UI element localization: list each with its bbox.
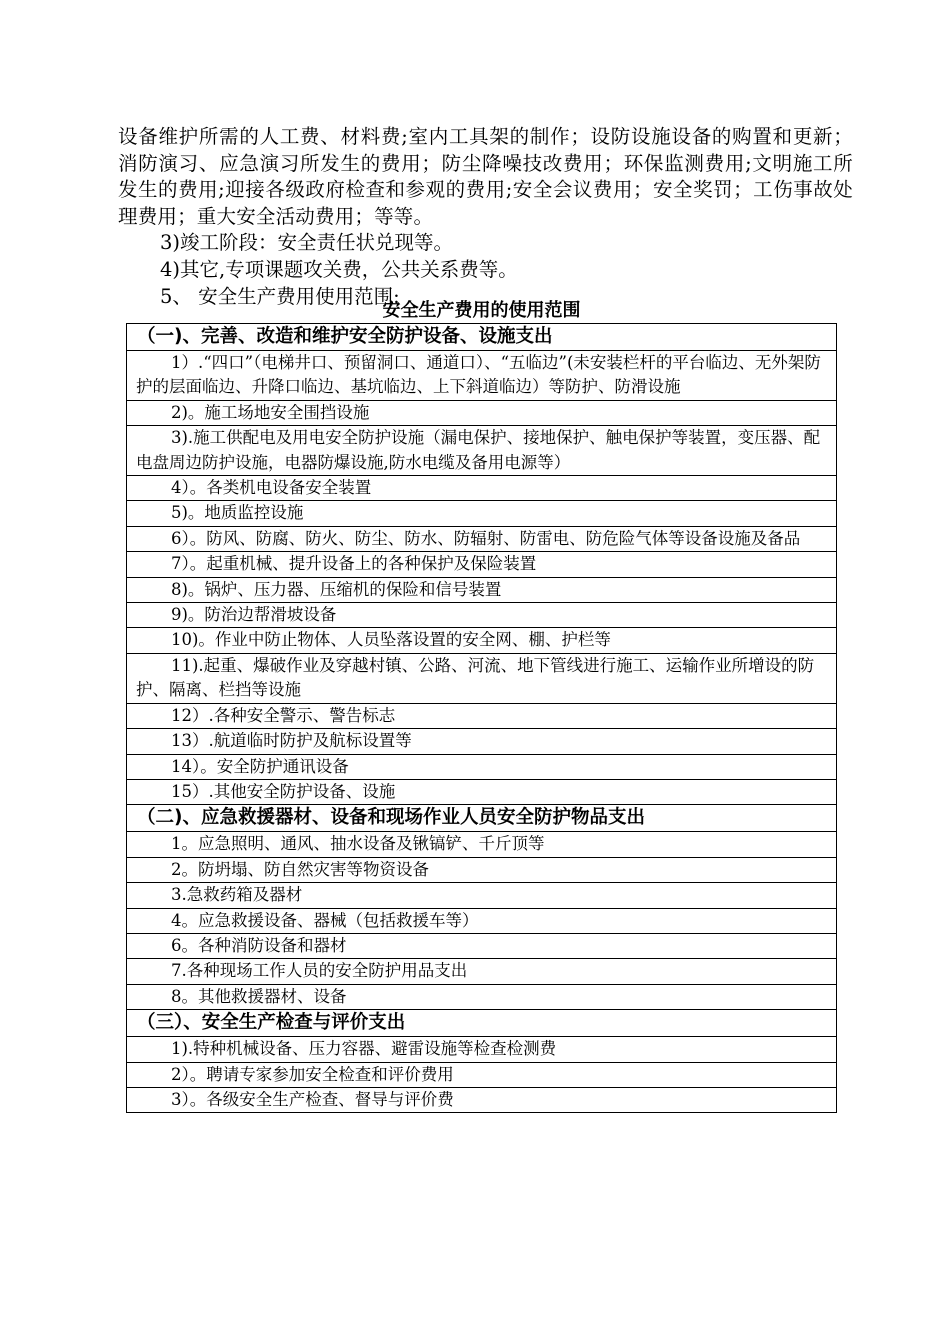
intro-text: [118, 124, 853, 310]
intro-line-4: 4)其它,专项课题攻关费，公共关系费等。: [160, 257, 518, 281]
table-row: [127, 577, 837, 602]
section-2-heading: （二)、应急救援器材、设备和现场作业人员安全防护物品支出: [127, 805, 837, 832]
section-1-item-1: 1）.“四口”（电梯井口、预留洞口、通道口）、“五临边”(未安装栏杆的平台临边、无外架防护的层面临边、升降口临边、基坑临边、上下斜道临边）等防护、防滑设施: [136, 353, 821, 397]
section-1-heading: （一)、完善、改造和维护安全防护设备、设施支出: [127, 324, 837, 351]
table-row: [127, 476, 837, 501]
intro-line-3: 3)竣工阶段：安全责任状兑现等。: [160, 231, 454, 255]
section-heading-row: [127, 324, 837, 351]
usage-scope-table: [126, 323, 837, 1113]
section-1-item-5: 5)。地质监控设施: [171, 503, 304, 523]
section-heading-row: [127, 805, 837, 832]
section-3-heading: （三）、安全生产检查与评价支出: [127, 1010, 837, 1037]
table-row: [127, 703, 837, 728]
table-row: [127, 426, 837, 476]
table-row: [127, 832, 837, 857]
section-2-item-3: 3.急救药箱及器材: [171, 885, 303, 905]
table-row: [127, 754, 837, 779]
section-1-item-10: 10)。作业中防止物体、人员坠落设置的安全网、棚、护栏等: [171, 630, 611, 650]
intro-line-5: 5、 安全生产费用使用范围:: [160, 284, 400, 308]
table-row: [127, 351, 837, 401]
section-1-item-2: 2)。施工场地安全围挡设施: [171, 402, 370, 422]
table-row: [127, 729, 837, 754]
table-title: 安全生产费用的使用范围: [382, 300, 581, 321]
table-row: [127, 400, 837, 425]
table-row: [127, 1037, 837, 1062]
table-row: [127, 883, 837, 908]
table-row: [127, 857, 837, 882]
table-row: [127, 603, 837, 628]
section-1-item-7: 7）。起重机械、提升设备上的各种保护及保险装置: [171, 554, 537, 574]
section-2-item-5: 6。各种消防设备和器材: [171, 935, 347, 955]
section-1-item-4: 4）。各类机电设备安全装置: [171, 478, 372, 498]
section-2-item-2: 2。防坍塌、防自然灾害等物资设备: [171, 859, 429, 879]
section-1-item-9: 9)。防治边帮滑坡设备: [171, 605, 337, 625]
section-2-item-1: 1。应急照明、通风、抽水设备及锹镐铲、千斤顶等: [171, 834, 545, 854]
table-row: [127, 933, 837, 958]
table-row: [127, 653, 837, 703]
table-row: [127, 908, 837, 933]
table-row: [127, 1062, 837, 1087]
table-row: [127, 526, 837, 551]
table-row: [127, 779, 837, 804]
section-heading-row: [127, 1010, 837, 1037]
table-row: [127, 1087, 837, 1112]
section-1-item-12: 12）.各种安全警示、警告标志: [171, 705, 396, 725]
section-2-item-6: 7.各种现场工作人员的安全防护用品支出: [171, 961, 468, 981]
table-row: [127, 628, 837, 653]
section-1-item-8: 8)。锅炉、压力器、压缩机的保险和信号装置: [171, 579, 502, 599]
section-1-item-3: 3).施工供配电及用电安全防护设施（漏电保护、接地保护、触电保护等装置，变压器、配电盘周边防护设施，电器防爆设施,防水电缆及备用电源等）: [136, 428, 821, 472]
table-row: [127, 959, 837, 984]
table-row: [127, 984, 837, 1009]
intro-paragraph: 设备维护所需的人工费、材料费;室内工具架的制作；设防设施设备的购置和更新；消防演习、应急演习所发生的费用；防尘降噪技改费用；环保监测费用;文明施工所发生的费用;迎接各级政府检查和参观的费用;安全会议费用；安全奖罚；工伤事故处理费用；重大安全活动费用；等等。: [118, 125, 853, 228]
section-3-item-3: 3）。各级安全生产检查、督导与评价费: [171, 1089, 454, 1109]
table-row: [127, 501, 837, 526]
section-1-item-13: 13）.航道临时防护及航标设置等: [171, 731, 412, 751]
section-1-item-11: 11).起重、爆破作业及穿越村镇、公路、河流、地下管线进行施工、运输作业所增设的防护、隔离、栏挡等设施: [136, 655, 815, 700]
section-2-item-4: 4。应急救援设备、器械（包括救援车等）: [171, 910, 479, 930]
section-3-item-2: 2）。聘请专家参加安全检查和评价费用: [171, 1064, 454, 1084]
section-1-item-6: 6）。防风、防腐、防火、防尘、防水、防辐射、防雷电、防危险气体等设备设施及备品: [171, 528, 801, 548]
section-3-item-1: 1).特种机械设备、压力容器、避雷设施等检查检测费: [171, 1039, 557, 1059]
table-row: [127, 552, 837, 577]
section-1-item-15: 15）.其他安全防护设备、设施: [171, 781, 396, 801]
section-1-item-14: 14）。安全防护通讯设备: [171, 756, 349, 776]
section-2-item-7: 8。其他救援器材、设备: [171, 986, 347, 1006]
